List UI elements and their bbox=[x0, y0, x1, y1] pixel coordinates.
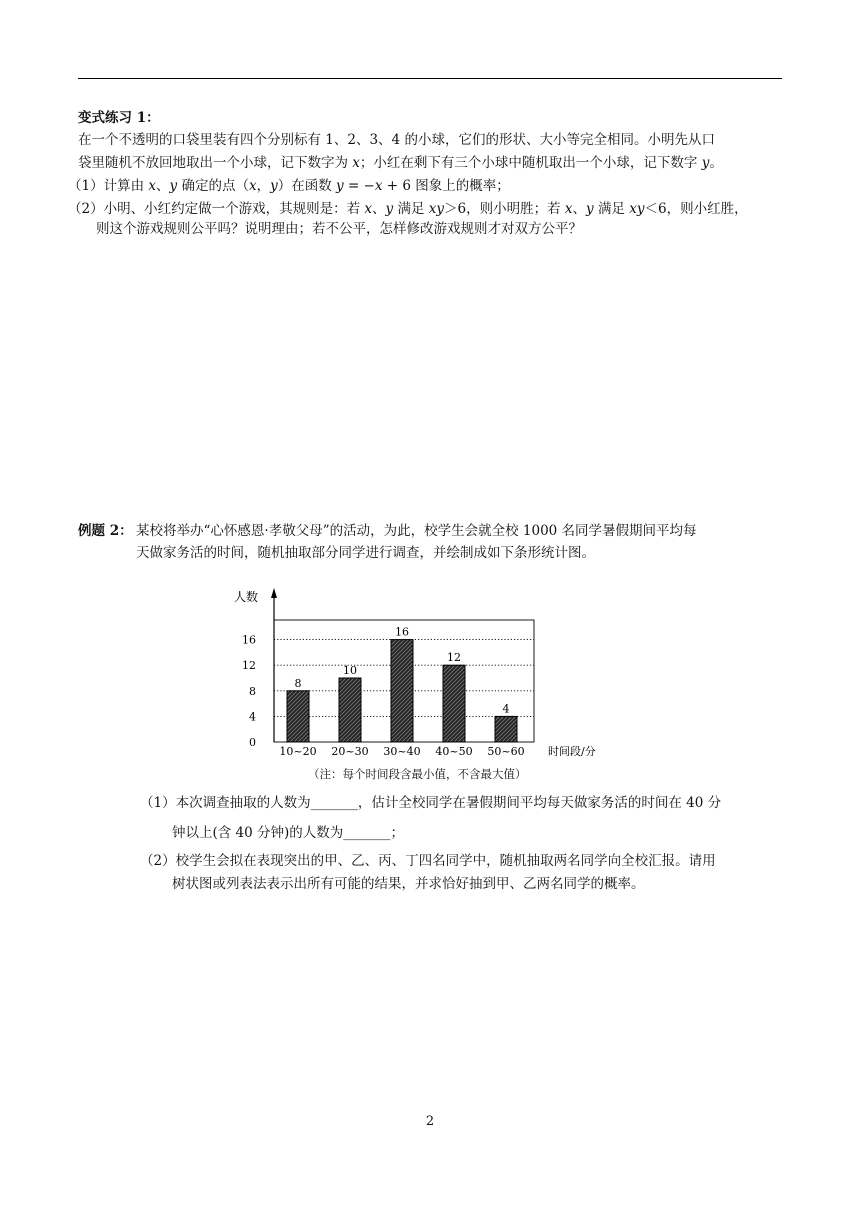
exercise-text-line2: 袋里随机不放回地取出一个小球，记下数字为 x；小红在剩下有三个小球中随机取出一个小球，记下数字 y。 bbox=[78, 155, 723, 171]
y-axis-arrow bbox=[271, 588, 277, 598]
y-tick-label: 8 bbox=[249, 684, 256, 698]
bar bbox=[391, 640, 413, 742]
bar bbox=[443, 665, 465, 742]
x-axis-label: 时间段/分 bbox=[548, 745, 596, 756]
bar bbox=[495, 716, 517, 742]
x-tick-label: 20~30 bbox=[331, 745, 369, 756]
bar-value-label: 16 bbox=[395, 625, 409, 639]
example-question-1-line1: （1）本次调查抽取的人数为_______，估计全校同学在暑假期间平均每天做家务活的时间在 40 分 bbox=[140, 795, 722, 811]
bar bbox=[287, 691, 309, 742]
y-tick-label: 4 bbox=[249, 710, 256, 724]
exercise-question-2-line2: 则这个游戏规则公平吗？说明理由；若不公平，怎样修改游戏规则才对双方公平？ bbox=[96, 221, 582, 237]
exercise-question-1: （1）计算由 x、y 确定的点（x，y）在函数 y = −x + 6 图象上的概率； bbox=[68, 178, 510, 194]
example-text-line1: 某校将举办“心怀感恩·孝敬父母”的活动，为此，校学生会就全校 1000 名同学暑假期间平均每 bbox=[136, 523, 697, 539]
y-axis-label: 人数 bbox=[234, 590, 259, 604]
bar-value-label: 12 bbox=[447, 651, 461, 665]
exercise-title: 变式练习 1： bbox=[78, 110, 160, 126]
bar-value-label: 10 bbox=[343, 664, 357, 677]
example-question-1-line2: 钟以上(含 40 分钟)的人数为_______； bbox=[172, 825, 405, 841]
chart-note: （注：每个时间段含最小值，不含最大值） bbox=[308, 767, 527, 781]
x-tick-label: 50~60 bbox=[487, 745, 525, 756]
bar-chart bbox=[220, 580, 620, 756]
page-number: 2 bbox=[425, 1114, 435, 1129]
example-question-2-line2: 树状图或列表法表示出所有可能的结果，并求恰好抽到甲、乙两名同学的概率。 bbox=[172, 876, 645, 892]
x-tick-label: 30~40 bbox=[383, 745, 421, 756]
example-text-line2: 天做家务活的时间，随机抽取部分同学进行调查，并绘制成如下条形统计图。 bbox=[136, 545, 595, 561]
x-tick-label: 10~20 bbox=[279, 745, 317, 756]
example-label: 例题 2： bbox=[78, 523, 133, 539]
exercise-question-2: （2）小明、小红约定做一个游戏，其规则是：若 x、y 满足 xy＞6，则小明胜；若 x、y 满足 xy＜6，则小红胜， bbox=[68, 201, 748, 217]
y-tick-label: 0 bbox=[249, 736, 256, 749]
y-tick-label: 16 bbox=[242, 633, 256, 647]
bar-value-label: 8 bbox=[294, 676, 302, 690]
header-rule bbox=[78, 78, 782, 79]
exercise-text-line1: 在一个不透明的口袋里装有四个分别标有 1、2、3、4 的小球，它们的形状、大小等完全相同。小明先从口 bbox=[78, 132, 715, 148]
bar-value-label: 4 bbox=[502, 702, 510, 716]
bar bbox=[339, 678, 361, 742]
x-tick-label: 40~50 bbox=[435, 745, 473, 756]
example-question-2-line1: （2）校学生会拟在表现突出的甲、乙、丙、丁四名同学中，随机抽取两名同学向全校汇报。请用 bbox=[140, 853, 716, 869]
y-tick-label: 12 bbox=[242, 659, 256, 673]
